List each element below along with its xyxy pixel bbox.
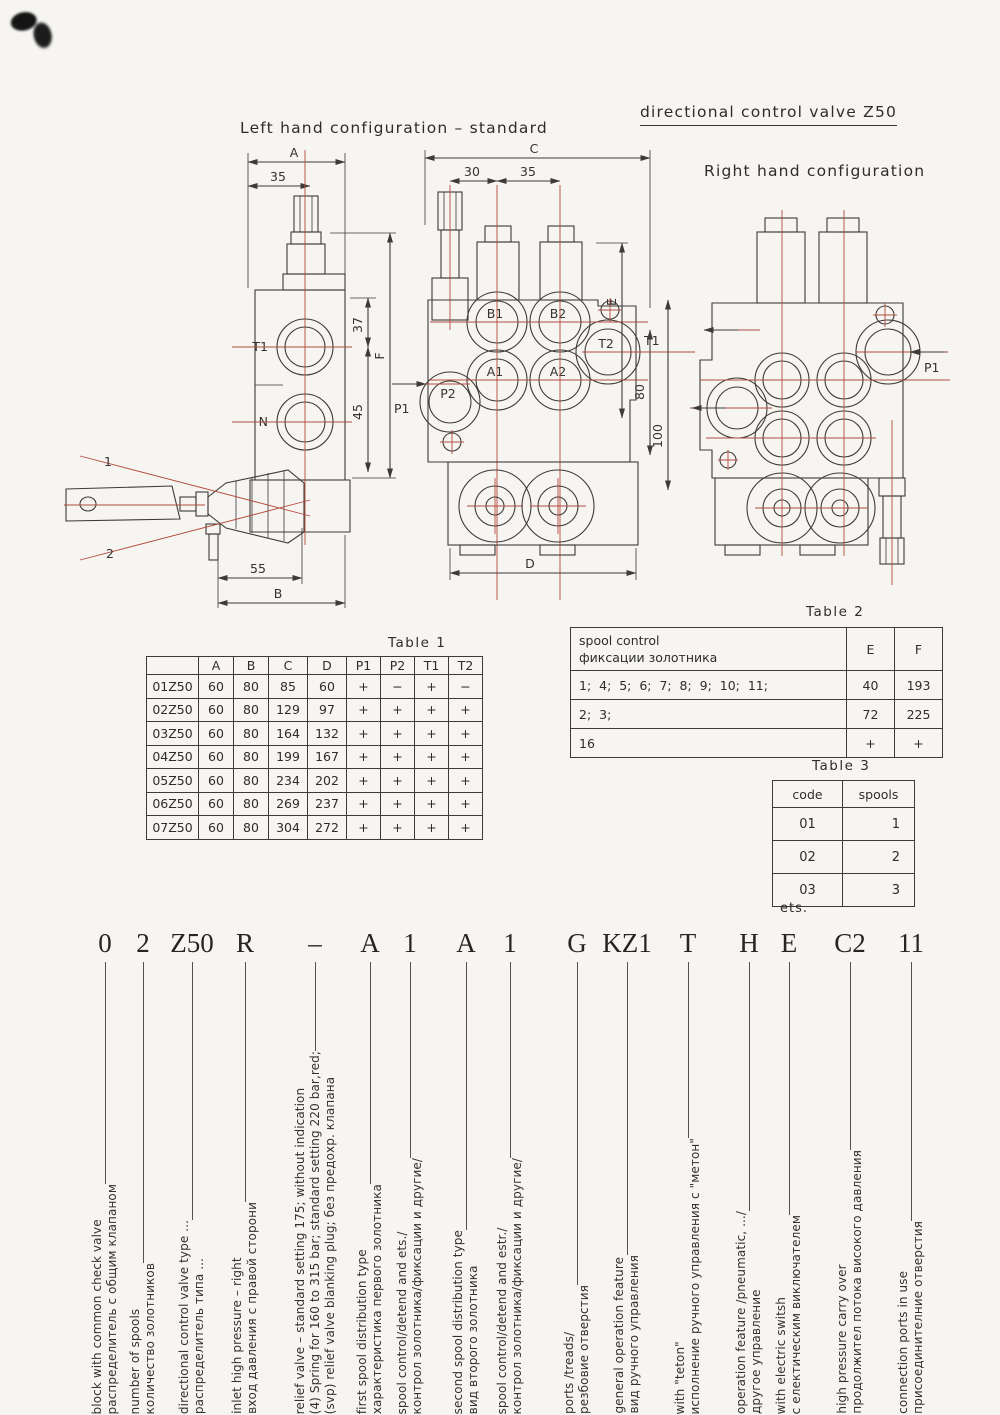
left-valve-view [64,145,396,608]
table-row: 03Z50 60 80 164 132 + + + + [147,722,483,746]
right-valve-view [690,210,950,585]
dim-d: D [525,556,535,571]
table-row: 02 2 [773,841,915,874]
order-column-15 [896,928,926,1414]
order-label: first spool distribution type характеристика первого золотника [355,1183,384,1414]
order-column-6 [395,928,425,1414]
col-header: P1 [347,657,381,675]
order-column-10 [602,928,652,1414]
col-header: D [308,657,347,675]
order-code: 1 [403,928,417,958]
order-code: A [456,928,476,958]
order-column-8 [495,928,525,1414]
order-code: KZ1 [602,928,652,958]
table-row [147,657,483,675]
leader-line [749,962,750,1211]
order-label: directional control valve type ... распределитель типа ... [177,1219,206,1414]
port-b2: B2 [549,306,567,321]
order-column-13 [774,928,804,1414]
dim-c: C [529,141,539,156]
lever-pos-1: 1 [104,454,112,469]
order-code: 2 [136,928,150,958]
table1-caption: Table 1 [388,635,447,651]
table-row: 01 1 [773,808,915,841]
table2-caption: Table 2 [806,604,865,620]
order-code: T [679,928,697,958]
order-column-1 [128,928,158,1414]
leader-line [577,962,578,1285]
order-code: A [360,928,380,958]
table-row: 03 3 [773,874,915,907]
port-p1-right: P1 [924,360,940,375]
order-column-14 [835,928,865,1414]
leader-line [245,962,246,1202]
table-row: 02Z50 60 80 129 97 + + + + [147,698,483,722]
order-label: operation feature /pneumatic, .../ другое управление [734,1210,763,1414]
col-header: spools [843,781,915,808]
order-column-3 [230,928,260,1414]
order-code: H [739,928,759,958]
col-header: A [199,657,234,675]
leader-line [911,962,912,1221]
order-code: G [567,928,587,958]
table-row: 05Z50 60 80 234 202 + + + + [147,769,483,793]
table-row [773,781,915,808]
port-n-left: N [258,414,268,429]
table-row: 16 + + [571,729,943,758]
port-t1-center: T1 [644,333,660,348]
order-label: ports /treads/ резбовие отверстия [562,1284,591,1414]
table-row: 01Z50 60 80 85 60 + − + − [147,675,483,699]
lever-pos-2: 2 [106,546,114,561]
leader-line [466,962,467,1230]
technical-drawing [0,0,1000,640]
leader-line [850,962,851,1150]
leader-line [315,962,316,1051]
order-column-12 [734,928,764,1414]
order-column-5 [355,928,385,1414]
order-column-2 [170,928,214,1414]
col-header: E [847,628,895,671]
order-column-7 [451,928,481,1414]
order-code: – [308,928,322,958]
leader-line [410,962,411,1158]
dim-b: B [273,586,283,601]
table3-caption: Table 3 [812,758,871,774]
table-row: 04Z50 60 80 199 167 + + + + [147,745,483,769]
table-row: 2; 3; 72 225 [571,700,943,729]
leader-line [510,962,511,1158]
order-label: connection ports in use присоединителние отверстия [896,1221,925,1414]
port-a1: A1 [486,364,504,379]
col-header [147,657,199,675]
order-label: spool control/detend and estr./ контрол золотника/фиксации и другие/ [495,1157,524,1414]
port-p2: P2 [440,386,456,401]
order-code: E [780,928,798,958]
dim-80: 80 [632,384,647,400]
order-label: inlet high pressure – right вход давления с правой сторони [230,1202,259,1414]
port-a2: A2 [549,364,567,379]
dim-30: 30 [464,164,480,179]
left-config-title: Left hand configuration – standard [240,119,548,137]
port-b1: B1 [486,306,504,321]
order-label: block with common check valve распределитель с общим клапаном [90,1183,119,1414]
dim-35: 35 [270,169,286,184]
leader-line [370,962,371,1184]
table-3 [772,780,915,907]
page-title: directional control valve Z50 [640,103,897,126]
col-header: C [269,657,308,675]
order-code: 11 [898,928,924,958]
col-header [571,628,847,671]
order-label: with "teton" исполнение ручного управления с "метон" [673,1137,702,1414]
table-1 [146,656,483,840]
order-label: with electric switsh с електическим виключателем [774,1214,803,1414]
order-label: second spool distribution type вид второго золотника [451,1229,480,1414]
dim-45: 45 [350,404,365,420]
table-row [571,628,943,671]
table2-header-en: spool control [579,633,660,648]
dim-100: 100 [650,424,665,448]
table3-note: ets. [780,901,809,916]
order-code: C2 [834,928,866,958]
order-code: R [235,928,254,958]
center-valve-view [392,141,695,600]
leader-line [688,962,689,1138]
dim-f: F [372,352,387,360]
order-column-4 [292,928,338,1414]
leader-line [143,962,144,1263]
col-header: P2 [381,657,415,675]
table2-header-ru: фиксации золотника [579,650,718,665]
order-column-0 [90,928,120,1414]
dim-e: E [604,298,619,306]
table-row: 1; 4; 5; 6; 7; 8; 9; 10; 11; 40 193 [571,671,943,700]
leader-line [627,962,628,1255]
order-code: 0 [98,928,112,958]
port-t1-left: T1 [252,339,268,354]
port-p1-center: P1 [394,401,410,416]
order-code: Z50 [170,928,214,958]
table-row: 07Z50 60 80 304 272 + + + + [147,816,483,840]
leader-line [192,962,193,1220]
col-header: T2 [449,657,483,675]
leader-line [789,962,790,1215]
order-label: spool control/detend and ets./ контрол золотника/фиксации и другие/ [395,1157,424,1414]
col-header: F [895,628,943,671]
dim-55: 55 [250,561,266,576]
order-label: number of spools количество золотников [128,1262,157,1414]
col-header: code [773,781,843,808]
right-config-title: Right hand configuration [704,162,926,180]
dim-37: 37 [350,317,365,333]
order-column-11 [673,928,703,1414]
leader-line [105,962,106,1184]
order-column-9 [562,928,592,1414]
table-2 [570,627,943,758]
col-header: T1 [415,657,449,675]
col-header: B [234,657,269,675]
dim-35b: 35 [520,164,536,179]
order-label: relief valve – standard setting 175; without indication (4) Spring for 160 to 315 bar; standard setting 220 bar,red; (svp) relief valve blanking plug; без предохр. клапана [292,1050,337,1414]
order-label: general operation feature вид ручного управления [612,1255,641,1414]
port-t2: T2 [598,336,614,351]
order-label: high pressure carry over продолжител потока високого давления [835,1150,864,1414]
table-row: 06Z50 60 80 269 237 + + + + [147,792,483,816]
dim-a: A [289,145,299,160]
order-code: 1 [503,928,517,958]
